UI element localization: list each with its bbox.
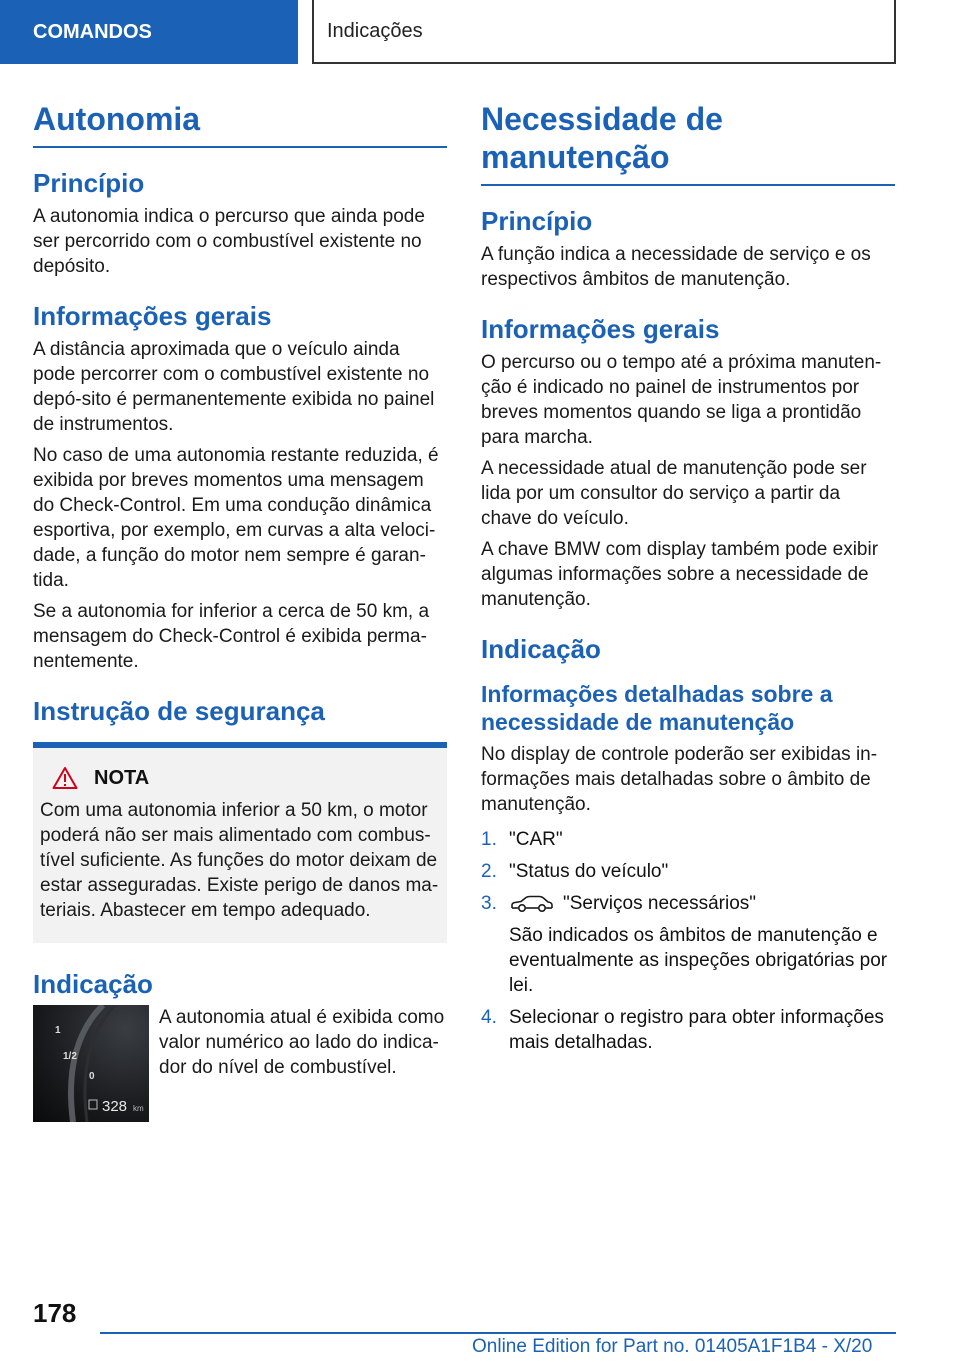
subsection-header: Indicações <box>312 0 896 64</box>
step-number: 3. <box>481 893 497 914</box>
step-detail: São indicados os âmbitos de manutenção e eventualmente as inspeções obrigatórias por lei. <box>509 925 888 996</box>
autonomy-general-p2: No caso de uma autonomia restante reduzida, é exibida por breves momentos uma mensagem do Check-Control. Em uma condução dinâmica esportiva, por exemplo, em curvas a alta veloci-dade, a função do motor nem sempre é garan-tida. <box>33 445 439 591</box>
note-header <box>40 766 439 790</box>
autonomy-display-row <box>33 1005 447 1122</box>
maintenance-principle-text: A função indica a necessidade de serviço e os respectivos âmbitos de manutenção. <box>481 244 871 290</box>
autonomy-principle-text: A autonomia indica o percurso que ainda pode ser percorrido com o combustível existente no depósito. <box>33 206 425 277</box>
autonomy-display-text: A autonomia atual é exibida como valor numérico ao lado do indica-dor do nível de combustível. <box>159 1007 445 1078</box>
list-item <box>481 891 895 998</box>
autonomy-general-p3: Se a autonomia for inferior a cerca de 50 km, a mensagem do Check-Control é exibida perma-nentemente. <box>33 601 430 672</box>
gauge-label-empty: 0 <box>89 1071 95 1082</box>
maintenance-general-heading: Informações gerais <box>481 314 720 344</box>
right-column <box>481 100 895 1062</box>
car-icon <box>509 895 555 913</box>
instrument-cluster-image <box>33 1005 149 1122</box>
warning-triangle-icon <box>52 766 78 790</box>
list-item <box>481 827 895 852</box>
step-number: 1. <box>481 829 497 850</box>
list-item <box>481 1005 895 1055</box>
step-text: "Status do veículo" <box>509 861 669 882</box>
step-text: "Serviços necessários" <box>563 893 757 914</box>
range-unit: km <box>133 1104 144 1113</box>
section-tab: COMANDOS <box>0 0 298 64</box>
footer-divider <box>100 1332 896 1334</box>
note-box <box>33 742 447 943</box>
step-text: "CAR" <box>509 829 563 850</box>
safety-heading: Instrução de segurança <box>33 696 325 726</box>
step-body <box>509 891 895 998</box>
page-number: 178 <box>33 1298 77 1328</box>
step-line <box>509 891 895 916</box>
autonomy-display-heading: Indicação <box>33 969 153 999</box>
gauge-label-full: 1 <box>55 1025 61 1036</box>
autonomy-title: Autonomia <box>33 100 447 148</box>
maintenance-general-p3: A chave BMW com display também pode exibir algumas informações sobre a necessidade de manutenção. <box>481 539 879 610</box>
maintenance-detail-subheading: Informações detalhadas sobre a necessidade de manutenção <box>481 681 833 735</box>
step-text: Selecionar o registro para obter informações mais detalhadas. <box>509 1007 884 1053</box>
maintenance-display-heading: Indicação <box>481 634 601 664</box>
maintenance-principle-heading: Princípio <box>481 206 593 236</box>
gauge-label-half: 1/2 <box>63 1051 77 1062</box>
edition-note: Online Edition for Part no. 01405A1F1B4 - X/20 <box>472 1336 873 1357</box>
steps-list <box>481 827 895 1055</box>
note-text: Com uma autonomia inferior a 50 km, o motor poderá não ser mais alimentado com combus-tível suficiente. As funções do motor deixam de estar asseguradas. Existe perigo de danos ma-teriais. Abastecer em tempo adequado. <box>40 800 439 921</box>
autonomy-general-heading: Informações gerais <box>33 301 272 331</box>
maintenance-general-p1: O percurso ou o tempo até a próxima manuten-ção é indicado no painel de instrumentos por breves momentos quando se liga a prontidão para marcha. <box>481 352 882 448</box>
maintenance-general-p2: A necessidade atual de manutenção pode ser lida por um consultor do serviço a partir da chave do veículo. <box>481 458 867 529</box>
range-value: 328 <box>102 1098 128 1115</box>
list-item <box>481 859 895 884</box>
maintenance-title: Necessidade de manutenção <box>481 100 895 186</box>
note-title: NOTA <box>94 766 150 789</box>
step-number: 2. <box>481 861 497 882</box>
autonomy-general-p1: A distância aproximada que o veículo ainda pode percorrer com o combustível existente no depó-sito é permanentemente exibida no painel de instrumentos. <box>33 339 435 435</box>
step-number: 4. <box>481 1007 497 1028</box>
autonomy-principle-heading: Princípio <box>33 168 145 198</box>
left-column <box>33 100 447 1122</box>
maintenance-display-intro: No display de controle poderão ser exibidas in-formações mais detalhadas sobre o âmbito de manutenção. <box>481 744 878 815</box>
